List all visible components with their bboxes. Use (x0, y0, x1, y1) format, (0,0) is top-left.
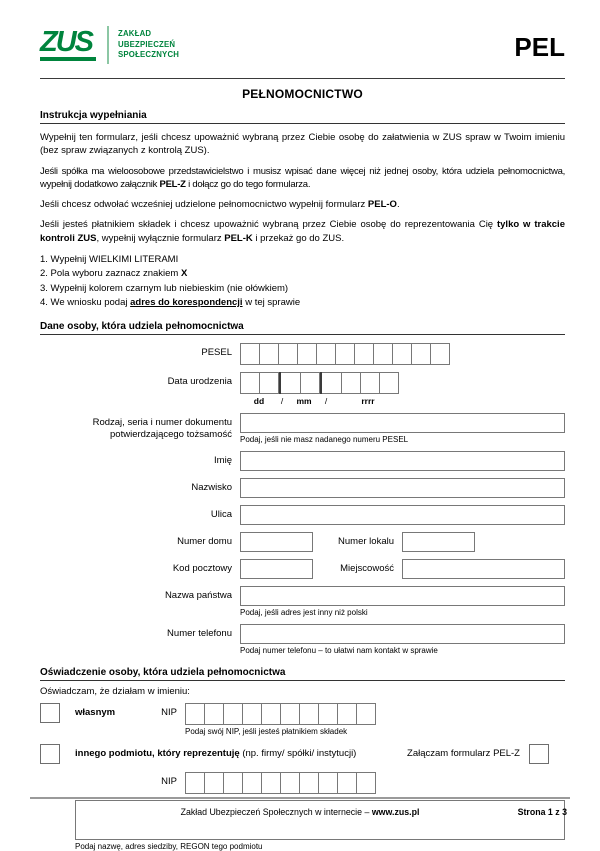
other-nip-row (40, 772, 565, 794)
char-cell[interactable] (185, 772, 205, 794)
cell-group (320, 372, 399, 394)
list-item-2 (40, 267, 565, 281)
bold-text: tylko w trakcie kontroli ZUS (40, 219, 565, 244)
pesel-row (40, 343, 565, 365)
char-cell[interactable] (281, 372, 301, 394)
char-cell[interactable] (278, 343, 298, 365)
list-text: w tej sprawie (242, 296, 301, 308)
char-cell[interactable] (322, 372, 342, 394)
instruction-list (40, 253, 565, 310)
document-row (40, 413, 565, 444)
char-cell[interactable] (360, 372, 380, 394)
instruction-paragraph-4 (40, 218, 565, 245)
country-label: Nazwa państwa (164, 590, 232, 602)
own-nip-field (185, 703, 376, 736)
date-format-caption (240, 396, 565, 406)
char-cell[interactable] (430, 343, 450, 365)
street-label: Ulica (210, 509, 232, 521)
header-rule (40, 78, 565, 79)
char-cell[interactable] (242, 772, 262, 794)
document-label-line2: potwierdzającego tożsamość (110, 428, 232, 440)
char-cell[interactable] (316, 343, 336, 365)
char-cell[interactable] (240, 343, 260, 365)
zus-logo-icon: ZUS (40, 29, 96, 62)
postal-code-label: Kod pocztowy (172, 563, 232, 575)
phone-hint: Podaj numer telefonu – to ułatwi nam kontakt w sprawie (240, 646, 438, 656)
char-cell[interactable] (259, 343, 279, 365)
cell-group (240, 372, 279, 394)
char-cell[interactable] (337, 772, 357, 794)
last-name-row (40, 478, 565, 498)
first-name-input[interactable] (240, 451, 565, 471)
footer-url: www.zus.pl (371, 807, 420, 817)
char-cell[interactable] (223, 772, 243, 794)
instruction-paragraph-1 (40, 131, 565, 158)
postal-code-input[interactable] (240, 559, 313, 579)
phone-label: Numer telefonu (167, 628, 232, 640)
cell-group (279, 372, 320, 394)
own-behalf-row (40, 703, 565, 736)
char-cell[interactable] (318, 703, 338, 725)
char-cell[interactable] (392, 343, 412, 365)
page-title: PEŁNOMOCNICTWO (242, 87, 363, 101)
paragraph-text: Jeśli chcesz odwołać wcześniej udzielone pełnomocnictwo wypełnij formularz (40, 199, 368, 211)
char-cell[interactable] (297, 343, 317, 365)
other-entity-row (40, 744, 565, 764)
caption-separator: / (324, 396, 328, 407)
char-cell[interactable] (204, 772, 224, 794)
apt-no-label: Numer lokalu (338, 536, 394, 548)
org-line-1: ZAKŁAD (118, 29, 152, 39)
char-cell[interactable] (261, 772, 281, 794)
phone-input[interactable] (240, 624, 565, 644)
char-cell[interactable] (261, 703, 281, 725)
paragraph-text: i przekaż go do ZUS. (252, 232, 345, 244)
list-item-1 (40, 253, 565, 267)
person-section-heading: Dane osoby, która udziela pełnomocnictwa (40, 321, 565, 335)
org-line-2: UBEZPIECZEŃ (118, 39, 176, 49)
char-cell[interactable] (299, 772, 319, 794)
char-cell[interactable] (240, 372, 260, 394)
own-nip-label: NIP (161, 707, 177, 719)
document-hint: Podaj, jeśli nie masz nadanego numeru PESEL (240, 435, 409, 445)
street-input[interactable] (240, 505, 565, 525)
char-cell[interactable] (300, 372, 320, 394)
house-no-input[interactable] (240, 532, 313, 552)
first-name-label: Imię (214, 455, 232, 467)
paragraph-text: i dołącz go do tego formularza. (185, 178, 311, 190)
other-entity-checkbox[interactable] (40, 744, 60, 764)
caption-mm: mm (296, 396, 312, 407)
postal-city-row (40, 559, 565, 579)
city-label: Miejscowość (340, 563, 394, 575)
birth-date-label: Data urodzenia (167, 376, 232, 388)
document-label (40, 413, 240, 441)
char-cell[interactable] (185, 703, 205, 725)
attach-pel-z-label: Załączam formularz PEL-Z (407, 748, 520, 760)
phone-row (40, 624, 565, 655)
char-cell[interactable] (223, 703, 243, 725)
footer-rule (30, 797, 570, 799)
char-cell[interactable] (354, 343, 374, 365)
org-name (118, 29, 179, 61)
country-hint: Podaj, jeśli adres jest inny niż polski (240, 608, 368, 618)
page-footer (30, 797, 570, 817)
char-cell[interactable] (280, 703, 300, 725)
document-input[interactable] (240, 413, 565, 433)
list-item-3 (40, 282, 565, 296)
form-code: PEL (514, 32, 565, 62)
own-behalf-label: własnym (75, 707, 116, 719)
list-text: 1. Wypełnij WIELKIMI LITERAMI (40, 254, 179, 266)
statement-intro: Oświadczam, że działam w imieniu: (40, 686, 190, 698)
pesel-label: PESEL (201, 347, 232, 359)
org-line-3: SPOŁECZNYCH (118, 50, 180, 60)
char-cell[interactable] (356, 772, 376, 794)
char-cell[interactable] (204, 703, 224, 725)
char-cell[interactable] (341, 372, 361, 394)
list-text: 4. We wniosku podaj (40, 296, 131, 308)
other-nip-label: NIP (161, 776, 177, 788)
underlined-text: adres do korespondencji (130, 296, 243, 308)
paragraph-text: . (396, 199, 400, 211)
own-nip-hint: Podaj swój NIP, jeśli jesteś płatnikiem składek (185, 727, 348, 737)
char-cell[interactable] (411, 343, 431, 365)
caption-separator: / (280, 396, 284, 407)
other-entity-label-normal: (np. firmy/ spółki/ instytucji) (239, 748, 357, 760)
cell-group (185, 703, 376, 725)
char-cell[interactable] (373, 343, 393, 365)
char-cell[interactable] (242, 703, 262, 725)
caption-rrrr: rrrr (361, 396, 375, 407)
house-no-label: Numer domu (177, 536, 232, 548)
own-nip-input[interactable] (185, 703, 376, 725)
attach-pel-z (407, 744, 565, 764)
cell-group (185, 772, 376, 794)
house-apt-row (40, 532, 565, 552)
list-text: 2. Pola wyboru zaznacz znakiem (40, 268, 181, 280)
char-cell[interactable] (337, 703, 357, 725)
char-cell[interactable] (379, 372, 399, 394)
paragraph-text: Wypełnij ten formularz, jeśli chcesz upoważnić wybraną przez Ciebie osobę do załatwienia w ZUS spraw w Twoim imieniu (bez spraw związanych z kontrolą ZUS). (40, 132, 565, 157)
birth-date-row (40, 372, 565, 406)
other-entity-label (75, 744, 356, 759)
entity-details-hint: Podaj nazwę, adres siedziby, REGON tego podmiotu (75, 842, 263, 851)
statement-section-heading: Oświadczenie osoby, która udziela pełnomocnictwa (40, 667, 565, 681)
list-item-4 (40, 296, 565, 310)
bold-text: X (180, 268, 188, 280)
pesel-input[interactable] (240, 343, 565, 365)
last-name-input[interactable] (240, 478, 565, 498)
footer-text-normal: Zakład Ubezpieczeń Społecznych w internecie – (180, 807, 372, 817)
cell-group (240, 343, 450, 365)
char-cell[interactable] (335, 343, 355, 365)
form-code-pel-o: PEL-O (367, 199, 397, 211)
list-text: 3. Wypełnij kolorem czarnym lub niebieskim (nie ołówkiem) (40, 282, 289, 294)
char-cell[interactable] (259, 372, 279, 394)
instruction-paragraph-2 (40, 165, 565, 192)
other-entity-label-bold: innego podmiotu, który reprezentuję (75, 748, 240, 760)
logo-divider (107, 26, 109, 64)
char-cell[interactable] (299, 703, 319, 725)
form-code-pel-k: PEL-K (224, 232, 253, 244)
city-input[interactable] (402, 559, 565, 579)
other-nip-input[interactable] (185, 772, 376, 794)
footer-text (30, 807, 570, 817)
paragraph-text: Jeśli jesteś płatnikiem składek i chcesz upoważnić wybraną przez Ciebie osobę do reprezentowania Cię (40, 219, 497, 231)
zus-logo (40, 26, 179, 64)
page-number: Strona 1 z 3 (517, 807, 567, 817)
form-code-pel-z: PEL-Z (159, 178, 186, 190)
caption-dd: dd (253, 396, 265, 407)
instruction-paragraph-3 (40, 198, 565, 211)
paragraph-text: Jeśli spółka ma wieloosobowe przedstawicielstwo i musisz wpisać dane więcej niż jednej osoby, która udziela pełnomocnictwa, wypełnij dodatkowo załącznik (40, 165, 565, 190)
char-cell[interactable] (280, 772, 300, 794)
header (40, 26, 565, 64)
country-input[interactable] (240, 586, 565, 606)
last-name-label: Nazwisko (191, 482, 232, 494)
char-cell[interactable] (318, 772, 338, 794)
document-label-line1: Rodzaj, seria i numer dokumentu (92, 417, 232, 429)
own-behalf-checkbox[interactable] (40, 703, 60, 723)
country-row (40, 586, 565, 617)
street-row (40, 505, 565, 525)
first-name-row (40, 451, 565, 471)
apt-no-input[interactable] (402, 532, 475, 552)
paragraph-text: , wypełnij wyłącznie formularz (96, 232, 225, 244)
char-cell[interactable] (356, 703, 376, 725)
attach-pel-z-checkbox[interactable] (529, 744, 549, 764)
birth-date-input[interactable] (240, 372, 565, 394)
instructions-heading: Instrukcja wypełniania (40, 110, 565, 124)
